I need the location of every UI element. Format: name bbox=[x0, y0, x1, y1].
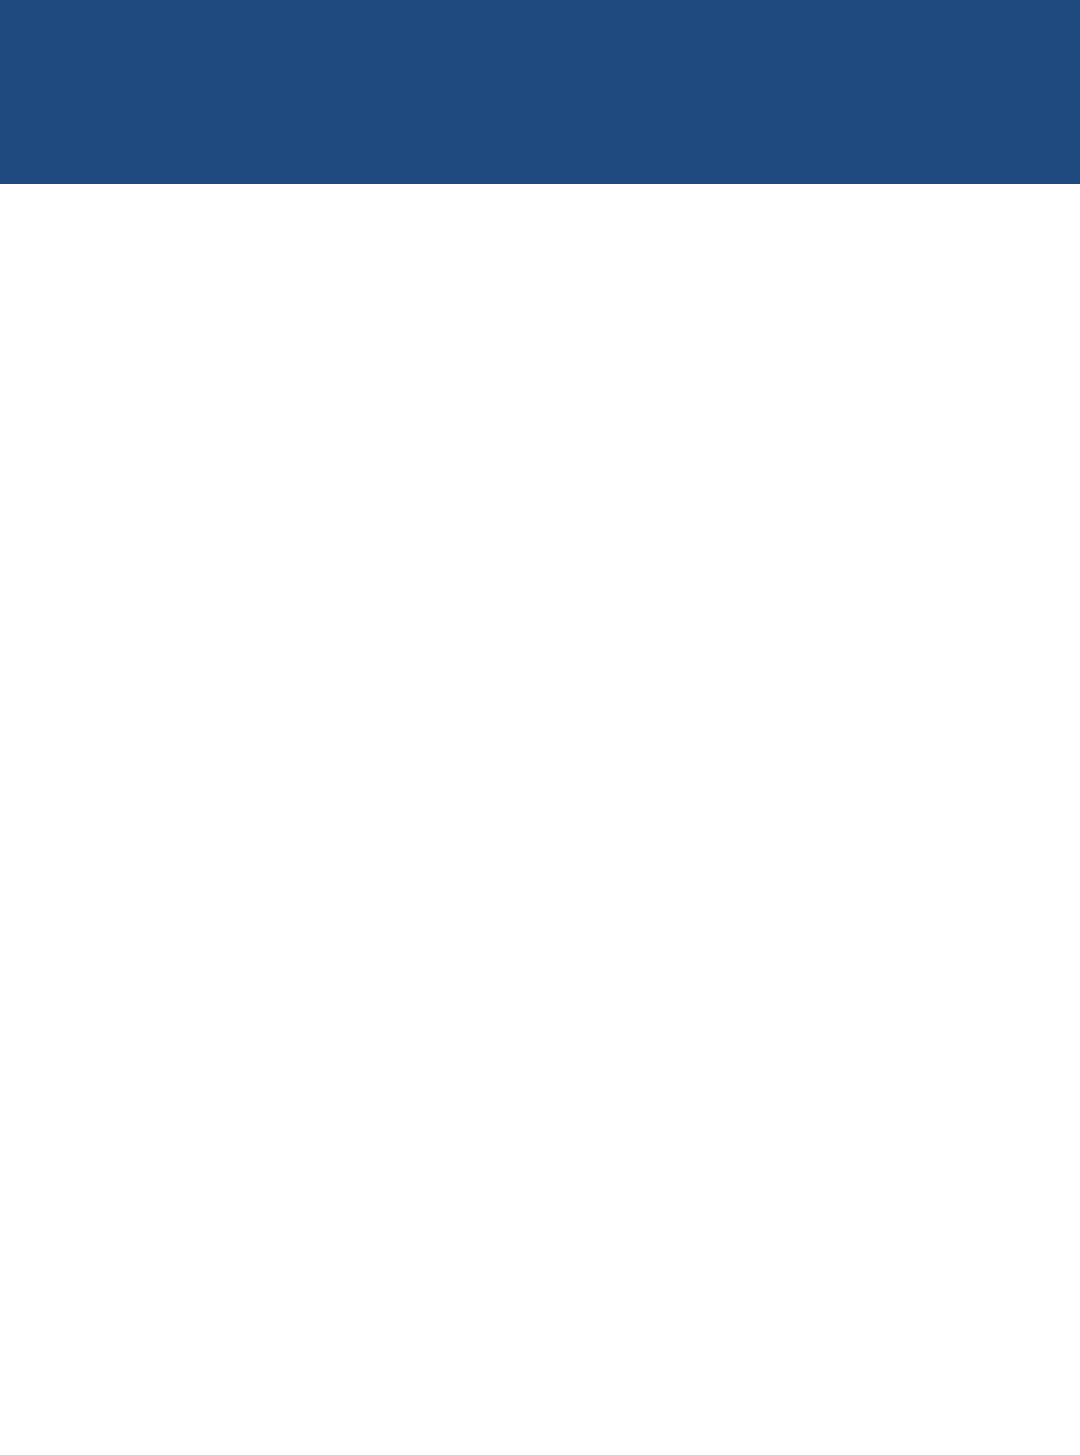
header-banner bbox=[0, 0, 1080, 184]
